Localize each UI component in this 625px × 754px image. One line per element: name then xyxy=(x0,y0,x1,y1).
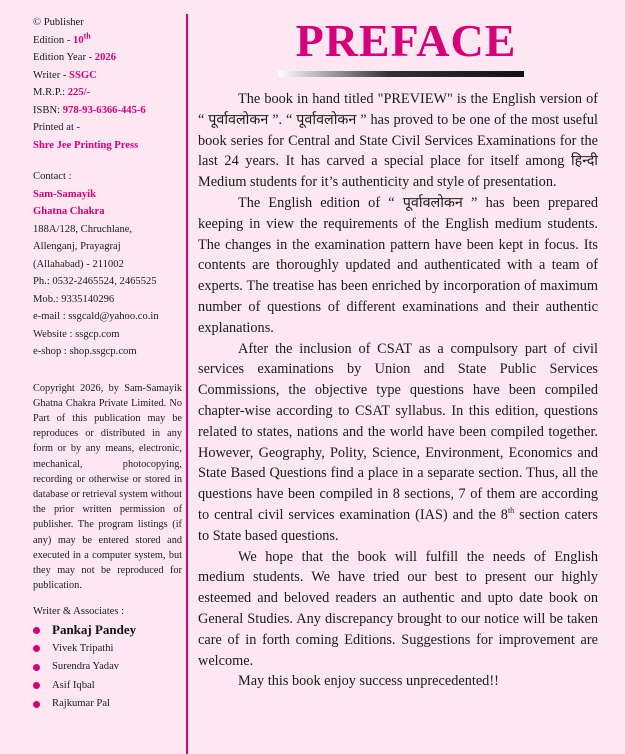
phone-line: Ph.: 0532-2465524, 2465525 xyxy=(33,276,157,287)
preface-body xyxy=(198,89,598,692)
associate-name: Surendra Yadav xyxy=(52,661,120,673)
printer-name: Shre Jee Printing Press xyxy=(33,139,139,151)
associate-item xyxy=(33,658,182,677)
org-name-line1: Sam-Samayik xyxy=(33,188,96,200)
preface-content xyxy=(198,14,598,692)
edition-line: Edition - 10th xyxy=(33,30,91,46)
isbn-value: 978-93-6366-445-6 xyxy=(62,104,146,116)
ordinal-sup: th xyxy=(507,506,515,516)
year-line: Edition Year - 2026 xyxy=(33,52,116,63)
year-value: 2026 xyxy=(94,52,116,63)
copyright-notice: Copyright 2026, by Sam-Samayik Ghatna Chakra Private Limited. No Part of this publication may be reproduces or distributed in any form or by any means, electronic, mechanical, photocopying, recording or otherwise or stored in database or retrieval system without the prior written permission of publisher. The program listings (if any) may be entered stored and executed in a computer system, but they may not be reproduced for publication. xyxy=(33,382,182,592)
associate-name: Rajkumar Pal xyxy=(52,698,110,710)
bullet-icon xyxy=(33,664,40,671)
associate-name: Vivek Tripathi xyxy=(52,642,114,654)
bullet-icon xyxy=(33,645,40,652)
paragraph: The English edition of “ पूर्वावलोकन ” has been prepared keeping in view the requirements of the English medium students. The changes in the examination pattern have been kept in focus. Its contents are thoroughly updated and authenticated with a team of experts. The treatise has been enriched by incorporation of maximum number of questions of different examinations and their authentic explanations. xyxy=(198,194,598,336)
edition-sup: th xyxy=(83,30,91,40)
address-line: Allenganj, Prayagraj xyxy=(33,241,121,252)
title-underline xyxy=(278,71,524,77)
contact-label: Contact : xyxy=(33,171,72,182)
paragraph: After the inclusion of CSAT as a compulsory part of civil services examinations by Union and State Public Services Commissions, the objective type questions have been compiled chapter-wise according to CSAT syllabus. In this edition, questions related to states, nations and the world have been compiled together. However, Geography, Polity, Science, Environment, Economics and State Based Questions find a place in a separate section. Thus, all the questions have been compiled in 8 sections, 7 of them are according to central civil services examination (IAS) and the 8th section caters to State based questions. xyxy=(198,340,598,544)
website-line: Website : ssgcp.com xyxy=(33,328,120,340)
printed-label: Printed at - xyxy=(33,122,81,133)
column-divider xyxy=(186,14,188,754)
paragraph: We hope that the book will fulfill the needs of English medium students. We have tried our best to present our highly esteemed and beloved readers an authentic and upto date book on General Studies. Any discrepancy brought to our notice will be taken care of in forth coming Editions. Suggestions for improvement are welcome. xyxy=(198,548,598,669)
bullet-icon xyxy=(33,701,40,708)
writer-value: SSGC xyxy=(69,69,97,81)
imprint-sidebar xyxy=(0,0,186,754)
mrp-line: M.R.P.: 225/- xyxy=(33,87,91,98)
edition-value: 10 xyxy=(73,34,84,46)
associate-item xyxy=(33,676,182,695)
associates-label: Writer & Associates : xyxy=(33,606,125,618)
paragraph: The book in hand titled "PREVIEW" is the English version of “ पूर्वावलोकन ”. “ पूर्वावलोकन ” has proved to be one of the most useful book series for Central and State Civil Services Examinations for the last 24 years. It has carved a special place for itself among हिन्दी Medium students for it’s authenticity and style of presentation. xyxy=(198,91,598,191)
eshop-line: e-shop : shop.ssgcp.com xyxy=(33,346,137,357)
mrp-value: 225/- xyxy=(67,87,91,98)
writer-line: Writer - SSGC xyxy=(33,69,97,81)
associate-name: Asif Iqbal xyxy=(52,679,95,691)
bullet-icon xyxy=(33,627,40,634)
isbn-line: ISBN: 978-93-6366-445-6 xyxy=(33,104,146,116)
address-line: 188A/128, Chruchlane, xyxy=(33,223,133,235)
publisher-line: © Publisher xyxy=(33,17,84,28)
page-title: PREFACE xyxy=(295,15,517,66)
associate-name: Pankaj Pandey xyxy=(52,622,137,638)
paragraph: May this book enjoy success unprecedented!! xyxy=(238,673,499,690)
associate-item xyxy=(33,695,182,714)
associate-item xyxy=(33,621,182,640)
associate-item xyxy=(33,639,182,658)
mobile-line: Mob.: 9335140296 xyxy=(33,293,115,305)
email-line: e-mail : ssgcald@yahoo.co.in xyxy=(33,311,159,322)
bullet-icon xyxy=(33,682,40,689)
associates-block xyxy=(33,603,182,713)
org-name-line2: Ghatna Chakra xyxy=(33,206,105,217)
address-line: (Allahabad) - 211002 xyxy=(33,258,124,270)
